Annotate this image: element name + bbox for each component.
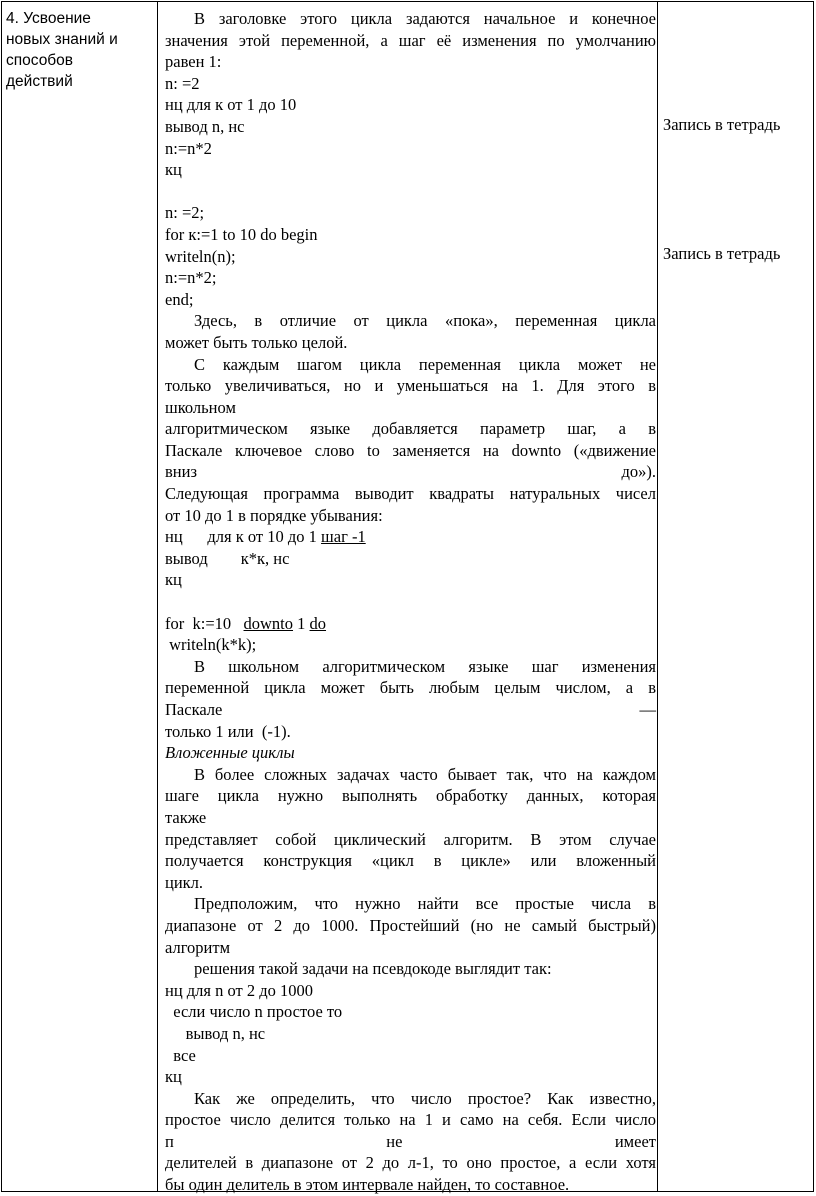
code-line: n:=n*2 <box>165 138 212 158</box>
code-line: вывод n, нс <box>165 1023 266 1043</box>
text-line: получается конструкция «цикл в цикле» или вложенный <box>165 851 656 871</box>
column-divider <box>157 2 158 1191</box>
text-line: алгоритм <box>165 937 231 957</box>
text-line: значения этой переменной, а шаг её изменения по умолчанию <box>165 30 656 50</box>
text-line: В школьном алгоритмическом языке шаг изменения <box>194 656 656 676</box>
lesson-content <box>165 8 656 1196</box>
text-fragment: Паскале <box>165 700 223 719</box>
text-line: от 10 до 1 в порядке убывания: <box>165 505 383 525</box>
spacer <box>165 591 656 613</box>
code-line <box>165 526 656 548</box>
code-line: вывод n, нс <box>165 116 245 136</box>
text-line: В более сложных задачах часто бывает так, что на каждом <box>194 764 656 784</box>
code-line: кц <box>165 1067 182 1087</box>
text-line: только 1 или (-1). <box>165 721 291 741</box>
text-line: Как же определить, что число простое? Как известно, <box>194 1088 656 1108</box>
text-line: также <box>165 807 207 827</box>
code-line: n:=n*2; <box>165 268 217 288</box>
text-line: простое число делится только на 1 и само на себя. Если число <box>165 1110 656 1130</box>
text-line: может быть только целой. <box>165 332 348 352</box>
text-line: диапазоне от 2 до 1000. Простейший (но не самый быстрый) <box>165 915 656 935</box>
lesson-table-row <box>1 1 814 1195</box>
text-line: решения такой задачи на псевдокоде выглядит так: <box>194 959 552 979</box>
text-fragment: до»). <box>621 462 656 482</box>
code-line <box>165 613 656 635</box>
text-line: цикл. <box>165 872 204 892</box>
code-line: writeln(k*k); <box>165 635 257 655</box>
code-fragment: for k:=10 <box>165 613 244 633</box>
text-line: алгоритмическом языке добавляется параметр шаг, а в <box>165 419 656 439</box>
code-fragment: 1 <box>293 613 310 633</box>
text-line: представляет собой циклический алгоритм. В этом случае <box>165 829 656 849</box>
text-line: равен 1: <box>165 52 222 72</box>
code-line: все <box>165 1045 196 1065</box>
stage-label-line: 4. Усвоение <box>6 10 91 27</box>
text-fragment: — <box>639 700 656 719</box>
text-line: Здесь, в отличие от цикла «пока», переменная цикла <box>194 311 656 331</box>
code-line: нц для n от 2 до 1000 <box>165 980 314 1000</box>
text-line: только увеличиваться, но и уменьшаться на 1. Для этого в <box>165 376 656 396</box>
note-record: Запись в тетрадь <box>663 244 781 263</box>
text-fragment: вниз <box>165 462 197 482</box>
spacer <box>165 181 656 203</box>
code-keyword-do: do <box>309 613 327 633</box>
stage-label-line: новых знаний и <box>6 31 118 48</box>
text-line: Паскале ключевое слово to заменяется на downto («движение <box>165 440 656 460</box>
code-line: for к:=1 to 10 do begin <box>165 224 318 244</box>
code-line: если число n простое то <box>165 1002 343 1022</box>
note-record: Запись в тетрадь <box>663 115 781 134</box>
text-line <box>165 461 656 483</box>
text-line: переменной цикла может быть любым целым числом, а в <box>165 678 656 698</box>
code-line: вывод к*к, нс <box>165 548 290 568</box>
code-fragment: нц для к от 10 до 1 <box>165 527 322 547</box>
text-line: шаге цикла нужно выполнять обработку данных, которая <box>165 786 656 806</box>
stage-label-line: способов <box>6 52 74 69</box>
section-heading: Вложенные циклы <box>165 743 295 763</box>
code-line: n: =2 <box>165 73 200 93</box>
code-line: нц для к от 1 до 10 <box>165 95 297 115</box>
code-keyword-step: шаг -1 <box>321 527 366 547</box>
text-line: С каждым шагом цикла переменная цикла может не <box>194 354 656 374</box>
code-line: writeln(n); <box>165 246 236 266</box>
text-line <box>165 1131 656 1153</box>
code-line: end; <box>165 289 194 309</box>
code-line: кц <box>165 160 182 180</box>
text-fragment: имеет <box>614 1131 656 1151</box>
text-line: бы один делитель в этом интервале найден, то составное. <box>165 1175 570 1195</box>
stage-label-line: действий <box>6 73 73 90</box>
text-line: делителей в диапазоне от 2 до л-1, то оно простое, а если хотя <box>165 1153 656 1173</box>
text-line: В заголовке этого цикла задаются начальное и конечное <box>194 9 656 28</box>
text-line: Следующая программа выводит квадраты натуральных чисел <box>165 484 656 504</box>
text-line <box>165 699 656 721</box>
text-fragment: п <box>165 1131 174 1151</box>
code-keyword-downto: downto <box>243 613 294 633</box>
code-line: кц <box>165 570 182 590</box>
stage-label <box>6 8 148 92</box>
text-line: Предположим, что нужно найти все простые числа в <box>194 894 656 914</box>
text-fragment: не <box>386 1131 403 1151</box>
code-line: n: =2; <box>165 203 205 223</box>
column-divider <box>657 2 658 1191</box>
text-line: школьном <box>165 397 236 417</box>
